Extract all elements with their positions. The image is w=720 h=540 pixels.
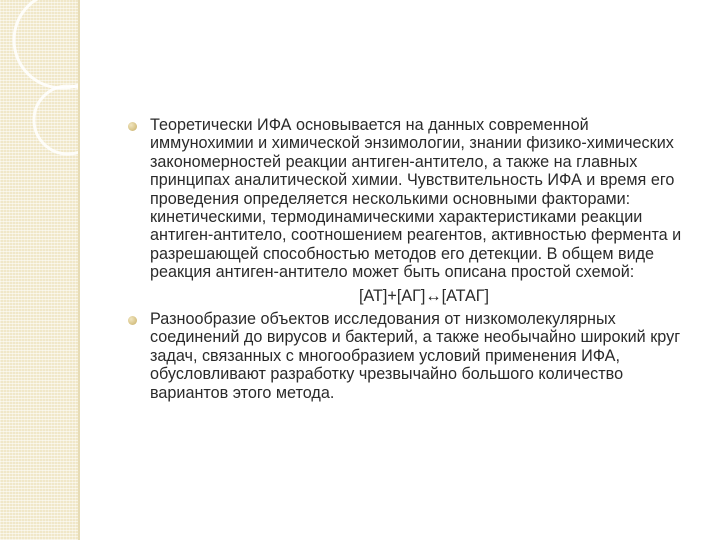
bullet-text: Разнообразие объектов исследования от низкомолекулярных соединений до вирусов и бактерий, а также необычайно широкий круг задач, связанных с многообразием условий применения ИФА, обусловливают разработку чрезвычайно большого количество вариантов этого метода. — [150, 310, 681, 402]
reaction-formula: [АТ]+[АГ]↔[АТАГ] — [358, 286, 490, 305]
bullet-icon — [128, 122, 137, 131]
bullet-item-theory — [124, 116, 694, 282]
slide-content — [124, 116, 694, 402]
side-panel-border — [78, 0, 80, 540]
bullet-icon — [128, 316, 137, 325]
bullet-text: Теоретически ИФА основывается на данных современной иммунохимии и химической энзимологии, знании физико-химических закономерностей реакции антиген-антитело, а также на главных принципах аналитической химии. Чувствительность ИФА и время его проведения определяется несколькими основными факторами: кинетическими, термодинамическими характеристиками реакции антиген-антитело, соотношением реагентов, активностью фермента и разрешающей способностью методов его детекции. В общем виде реакция антиген-антитело может быть описана простой схемой: — [150, 116, 682, 282]
decorative-circles — [0, 0, 78, 200]
bullet-item-diversity — [124, 310, 694, 402]
